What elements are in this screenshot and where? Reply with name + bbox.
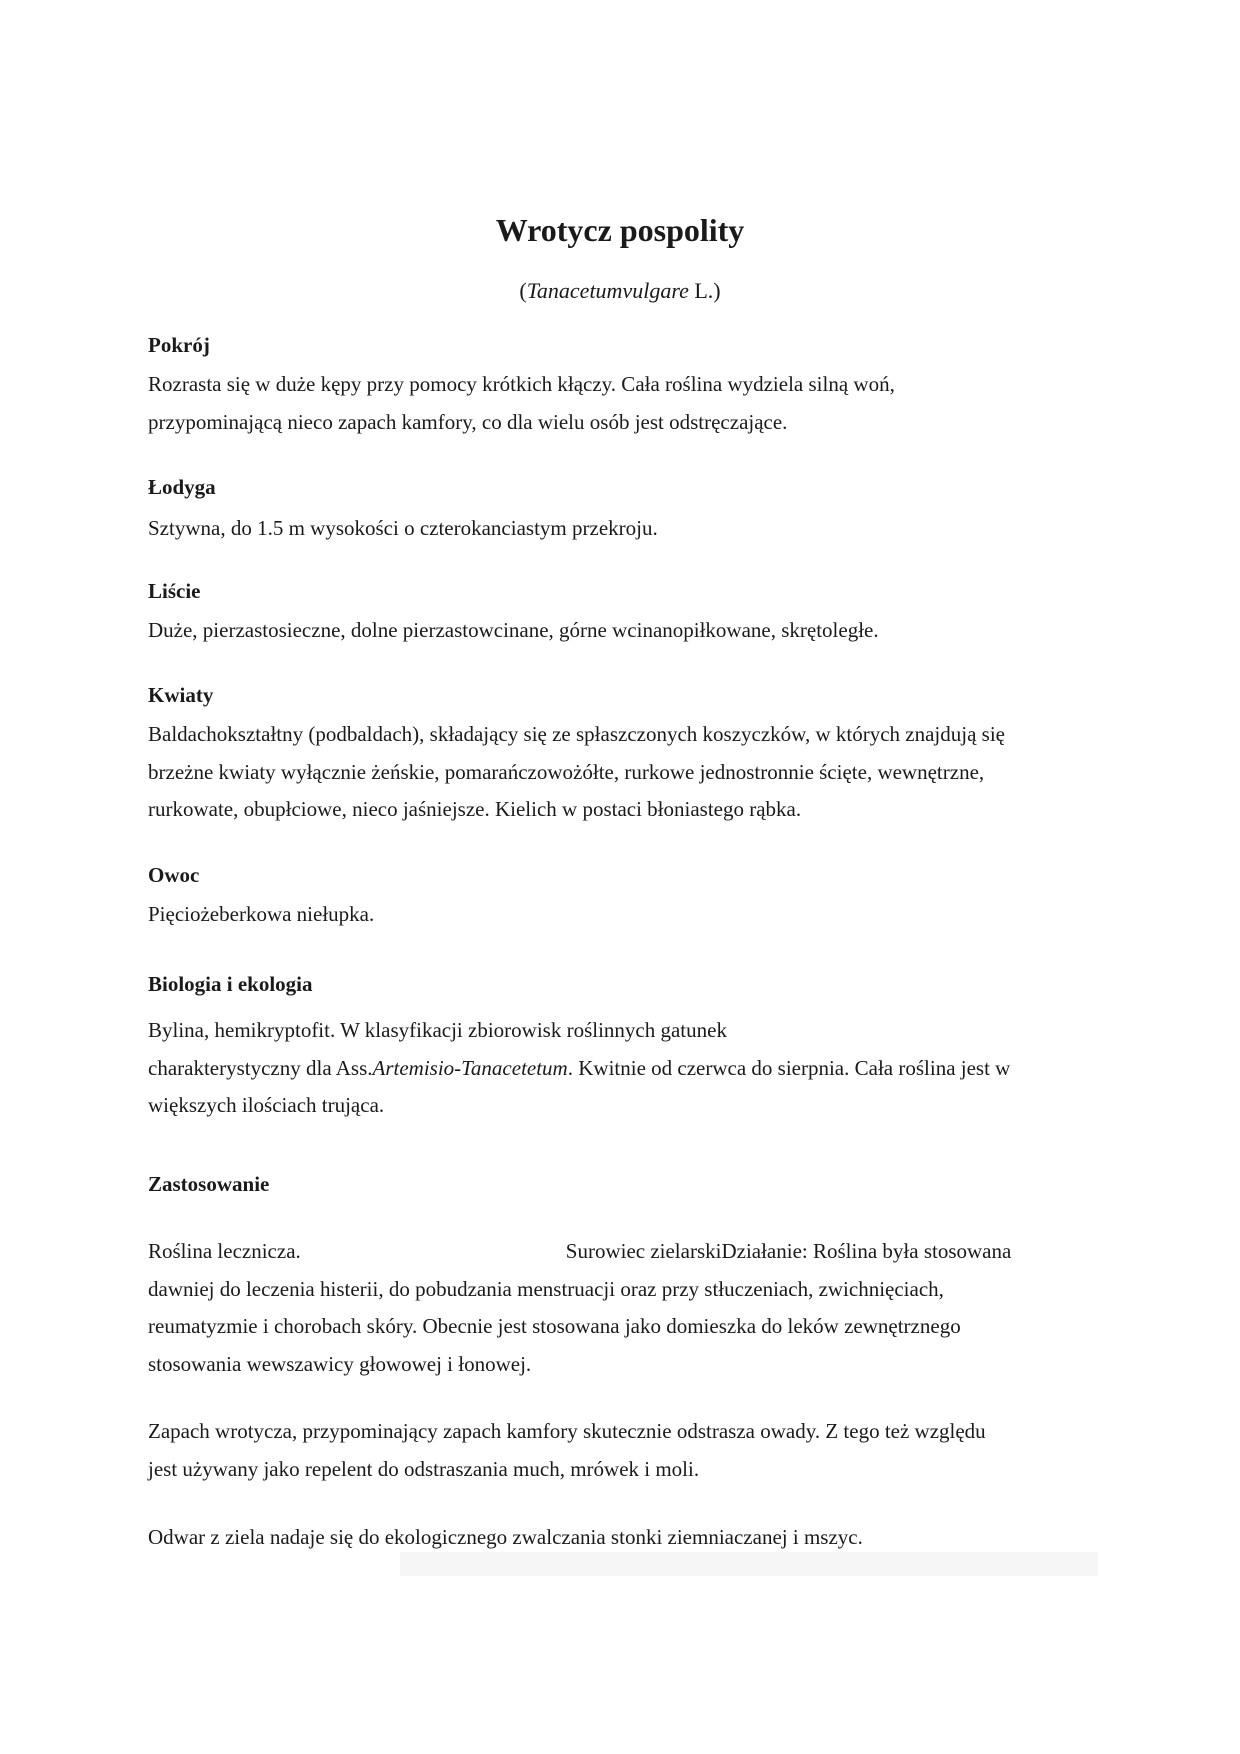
text-segment: . Kwitnie od czerwca do sierpnia. Cała roślina jest w xyxy=(567,1055,1011,1080)
latin-name xyxy=(0,276,1240,306)
paragraph-kwiaty xyxy=(148,716,1098,829)
heading-liscie: Liście xyxy=(148,579,201,603)
latin-name-author: L.) xyxy=(688,278,721,303)
heading-kwiaty: Kwiaty xyxy=(148,683,214,707)
paragraph-zastosowanie-3 xyxy=(148,1519,1098,1557)
text-segment: Roślina lecznicza. xyxy=(148,1239,301,1263)
text-segment: charakterystyczny dla Ass. xyxy=(148,1055,373,1080)
text-line: jest używany jako repelent do odstraszania much, mrówek i moli. xyxy=(148,1456,700,1481)
text-line: Pięciożeberkowa niełupka. xyxy=(148,902,375,926)
text-line: Zapach wrotycza, przypominający zapach kamfory skutecznie odstrasza owady. Z tego też względu xyxy=(148,1419,986,1443)
heading-zastosowanie: Zastosowanie xyxy=(148,1172,270,1196)
paragraph-biologia xyxy=(148,1012,1098,1125)
heading-biologia: Biologia i ekologia xyxy=(148,972,313,996)
text-line xyxy=(148,1233,1098,1271)
text-line: brzeżne kwiaty wyłącznie żeńskie, pomarańczowożółte, rurkowe jednostronnie ścięte, wewnętrzne, xyxy=(148,759,985,784)
heading-pokroj: Pokrój xyxy=(148,333,210,357)
paragraph-liscie xyxy=(148,612,1098,650)
text-line: Duże, pierzastosieczne, dolne pierzastowcinane, górne wcinanopiłkowane, skrętoległe. xyxy=(148,618,879,642)
text-line: Baldachokształtny (podbaldach), składający się ze spłaszczonych koszyczków, w których znajdują się xyxy=(148,722,1005,746)
paragraph-lodyga xyxy=(148,510,1098,548)
text-segment: Surowiec zielarskiDziałanie: Roślina była stosowana xyxy=(565,1239,1012,1263)
latin-name-italic: Tanacetumvulgare xyxy=(526,278,689,303)
paragraph-owoc xyxy=(148,896,1098,934)
text-line xyxy=(148,1050,1098,1088)
text-line: Odwar z ziela nadaje się do ekologicznego zwalczania stonki ziemniaczanej i mszyc. xyxy=(148,1525,863,1549)
heading-lodyga: Łodyga xyxy=(148,475,216,499)
text-line: stosowania wewszawicy głowowej i łonowej. xyxy=(148,1351,532,1376)
text-line: Bylina, hemikryptofit. W klasyfikacji zbiorowisk roślinnych gatunek xyxy=(148,1018,727,1042)
text-line: Rozrasta się w duże kępy przy pomocy krótkich kłączy. Cała roślina wydziela silną woń, xyxy=(148,372,895,396)
text-line: większych ilościach trująca. xyxy=(148,1093,385,1117)
text-line: rurkowate, obupłciowe, nieco jaśniejsze. Kielich w postaci błoniastego rąbka. xyxy=(148,797,802,821)
text-line: Sztywna, do 1.5 m wysokości o czterokanciastym przekroju. xyxy=(148,516,658,540)
paragraph-zastosowanie-2 xyxy=(148,1413,1098,1488)
document-title: Wrotycz pospolity xyxy=(495,212,745,248)
association-name: Artemisio-Tanacetetum xyxy=(372,1055,568,1080)
heading-owoc: Owoc xyxy=(148,863,200,887)
text-line: przypominającą nieco zapach kamfory, co dla wielu osób jest odstręczające. xyxy=(148,409,788,434)
paragraph-pokroj xyxy=(148,366,1098,441)
paragraph-zastosowanie-1 xyxy=(148,1233,1098,1383)
text-line: reumatyzmie i chorobach skóry. Obecnie jest stosowana jako domieszka do leków zewnętrznego xyxy=(148,1314,961,1338)
text-line: dawniej do leczenia histerii, do pobudzania menstruacji oraz przy stłuczeniach, zwichnięciach, xyxy=(148,1276,944,1301)
latin-name-open: ( xyxy=(519,278,527,303)
